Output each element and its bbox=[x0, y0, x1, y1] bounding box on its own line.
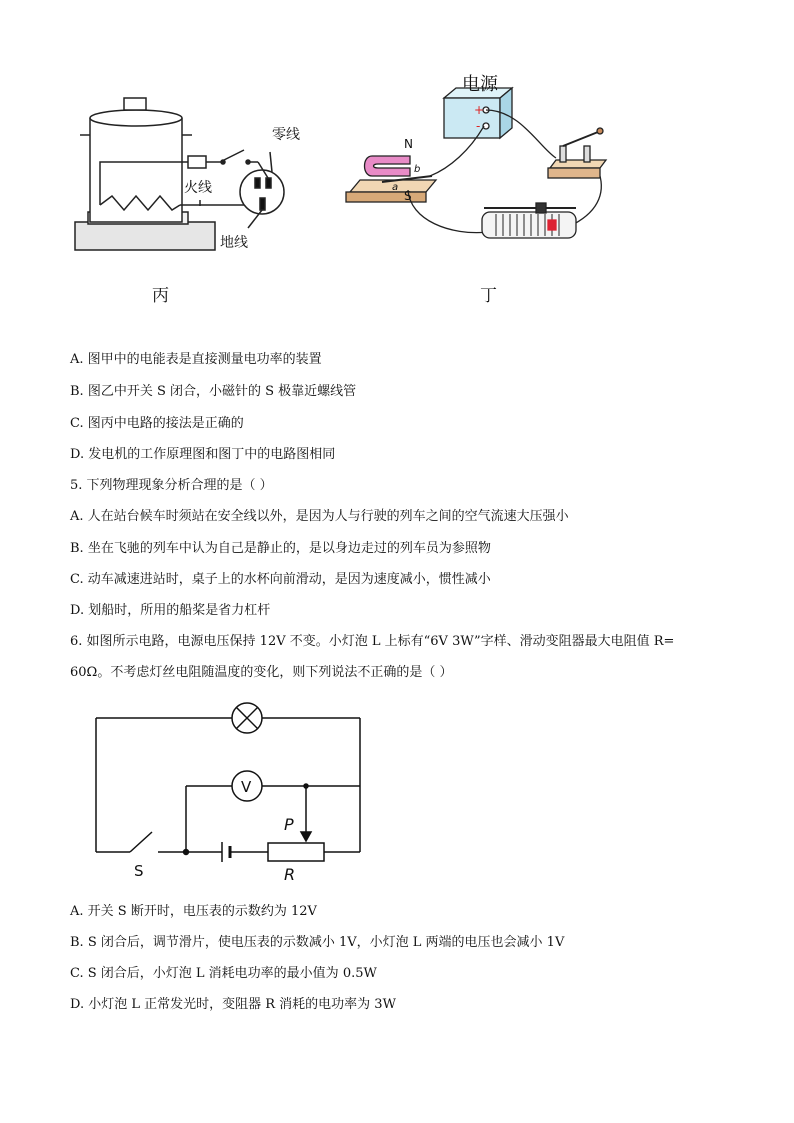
figures-area bbox=[0, 0, 794, 310]
q6-option-b: B. S 闭合后，调节滑片，使电压表的示数减小 1V，小灯泡 L 两端的电压也会减小 1V bbox=[70, 935, 565, 950]
switch-post-2 bbox=[584, 146, 590, 162]
q6-option-c: C. S 闭合后，小灯泡 L 消耗电功率的最小值为 0.5W bbox=[70, 966, 377, 981]
socket-pin-ground bbox=[260, 198, 265, 210]
cooker-base bbox=[75, 222, 215, 250]
q6-circuit-svg bbox=[88, 700, 378, 885]
rheostat-slider bbox=[536, 203, 546, 213]
label-a: a bbox=[392, 182, 399, 193]
switch-post-1 bbox=[560, 146, 566, 162]
figures-svg bbox=[0, 0, 794, 310]
voltmeter-label: V bbox=[241, 778, 252, 796]
label-power: 电源 bbox=[462, 74, 498, 95]
switch-s-blade bbox=[130, 832, 152, 852]
cooker-knob bbox=[124, 98, 146, 110]
q5-option-a: A. 人在站台候车时须站在安全线以外，是因为人与行驶的列车之间的空气流速大压强小 bbox=[70, 509, 569, 524]
switch-base-top bbox=[550, 160, 606, 168]
label-N: N bbox=[404, 137, 413, 151]
q5-stem: 5. 下列物理现象分析合理的是（ ） bbox=[70, 478, 273, 493]
q6-stem-line1: 6. 如图所示电路，电源电压保持 12V 不变。小灯泡 L 上标有“6V 3W”字样、滑动变阻器最大电阻值 R= bbox=[70, 634, 675, 649]
q4-option-b: B. 图乙中开关 S 闭合，小磁针的 S 极靠近螺线管 bbox=[70, 384, 357, 399]
label-b: b bbox=[414, 164, 421, 175]
slider-p-arrow bbox=[301, 832, 311, 841]
rheostat-r bbox=[268, 843, 324, 861]
resistor-label: R bbox=[284, 865, 296, 884]
cooker-lid bbox=[90, 110, 182, 126]
cooker-switch bbox=[224, 150, 244, 160]
rheostat-mark bbox=[548, 220, 556, 230]
q6-circuit-diagram bbox=[88, 700, 378, 885]
power-supply-front bbox=[444, 98, 500, 138]
q5-option-b: B. 坐在飞驰的列车中认为自己是静止的，是以身边走过的列车员为参照物 bbox=[70, 541, 491, 556]
zero-wire-lead bbox=[270, 152, 272, 172]
switch-base-front bbox=[548, 168, 600, 178]
cooker-figure bbox=[75, 98, 284, 250]
q4-option-a: A. 图甲中的电能表是直接测量电功率的装置 bbox=[70, 352, 322, 367]
fuse bbox=[188, 156, 206, 168]
label-live-wire: 火线 bbox=[184, 180, 212, 196]
figure-label-bing: 丙 bbox=[152, 286, 169, 306]
q6-option-a: A. 开关 S 断开时，电压表的示数约为 12V bbox=[70, 904, 317, 919]
label-ground-wire: 地线 bbox=[220, 235, 248, 251]
label-zero-wire: 零线 bbox=[272, 127, 300, 143]
q4-option-d: D. 发电机的工作原理图和图丁中的电路图相同 bbox=[70, 447, 336, 462]
slider-label: P bbox=[284, 815, 294, 834]
q5-option-d: D. 划船时，所用的船桨是省力杠杆 bbox=[70, 603, 271, 618]
figure-label-ding: 丁 bbox=[480, 286, 497, 306]
q4-option-c: C. 图丙中电路的接法是正确的 bbox=[70, 416, 244, 431]
label-minus: - bbox=[476, 119, 481, 133]
horseshoe-magnet bbox=[365, 156, 411, 176]
socket-pin-1 bbox=[255, 178, 260, 188]
label-S: S bbox=[404, 189, 412, 203]
q6-stem-line2: 60Ω。不考虑灯丝电阻随温度的变化，则下列说法不正确的是（ ） bbox=[70, 665, 453, 680]
socket-pin-2 bbox=[266, 178, 271, 188]
magnet-base-front bbox=[346, 192, 426, 202]
switch-blade bbox=[563, 132, 598, 146]
label-plus: + bbox=[474, 103, 485, 117]
q5-option-c: C. 动车减速进站时，桌子上的水杯向前滑动，是因为速度减小，惯性减小 bbox=[70, 572, 491, 587]
switch-label: S bbox=[134, 862, 144, 880]
q6-option-d: D. 小灯泡 L 正常发光时，变阻器 R 消耗的电功率为 3W bbox=[70, 997, 396, 1012]
